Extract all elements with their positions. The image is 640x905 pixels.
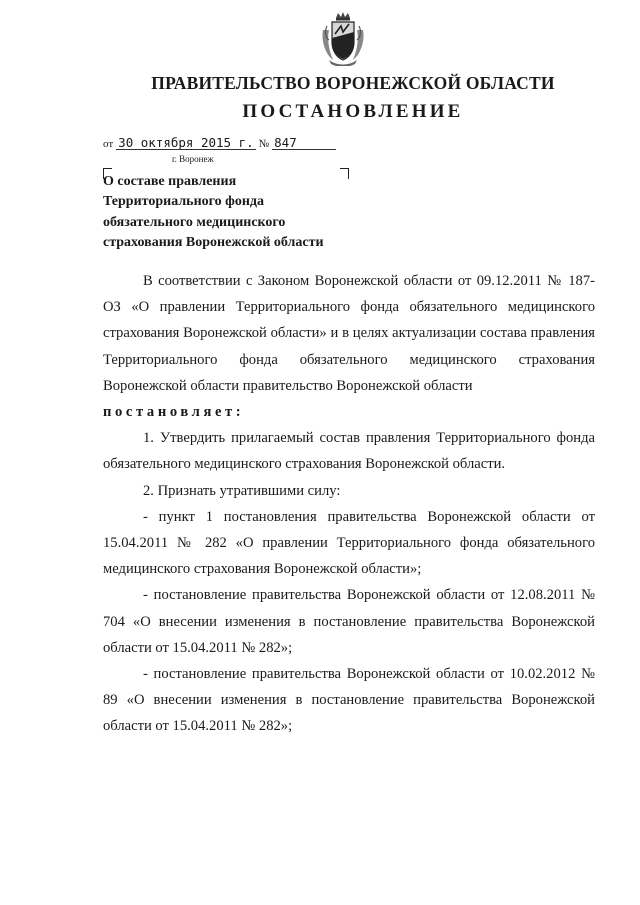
item-2: 2. Признать утратившими силу: <box>143 482 341 499</box>
city-label: г. Воронеж <box>172 154 214 164</box>
subject-line: страхования Воронежской области <box>103 235 324 251</box>
number-prefix: № <box>258 138 270 150</box>
coat-of-arms-icon <box>319 10 367 66</box>
resolves-word: постановляет: <box>103 404 245 421</box>
organization-title: ПРАВИТЕЛЬСТВО ВОРОНЕЖСКОЙ ОБЛАСТИ <box>151 73 555 93</box>
document-number: 847 <box>272 136 336 150</box>
item-2-sub-2: - постановление правительства Воронежской области от 12.08.2011 № 704 «О внесении изменения в постановление правительства Воронежской области от 15.04.2011 № 282»; <box>103 587 595 656</box>
document-body <box>103 268 595 740</box>
item-1: 1. Утвердить прилагаемый состав правления Территориального фонда обязательного медицинского страхования Воронежской области. <box>103 430 595 473</box>
document-date: 30 октября 2015 г. <box>118 135 254 150</box>
document-subject <box>103 172 363 254</box>
date-prefix: от <box>103 138 114 150</box>
item-2-sub-3: - постановление правительства Воронежской области от 10.02.2012 № 89 «О внесении изменения в постановление правительства Воронежской области от 15.04.2011 № 282»; <box>103 666 595 735</box>
subject-line: Территориального фонда <box>103 194 264 210</box>
subject-line: обязательного медицинского <box>103 214 286 230</box>
document-type: ПОСТАНОВЛЕНИЕ <box>242 101 464 122</box>
item-2-sub-1: - пункт 1 постановления правительства Воронежской области от 15.04.2011 № 282 «О правлении Территориального фонда обязательного медицинского страхования Воронежской области»; <box>103 508 595 578</box>
subject-line: О составе правления <box>103 174 237 189</box>
preamble-paragraph: В соответствии с Законом Воронежской области от 09.12.2011 № 187-ОЗ «О правлении Территориального фонда обязательного медицинского страхования Воронежской области» и в целях актуализации состава правления Территориального фонда обязательного медицинского страхования Воронежской области правительство Воронежской области <box>103 273 595 394</box>
registration-line <box>103 136 336 151</box>
